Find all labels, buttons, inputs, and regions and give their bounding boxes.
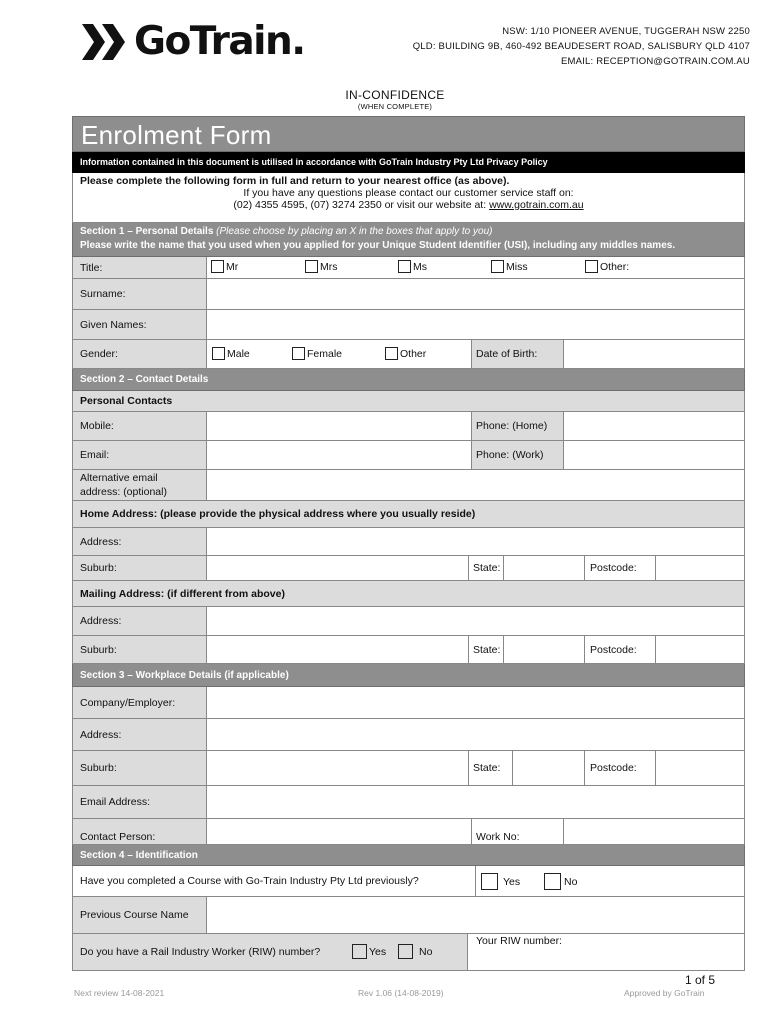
home-address-field[interactable]	[207, 528, 744, 555]
mailing-suburb-field[interactable]	[207, 636, 468, 663]
riw-question-cell	[73, 934, 468, 970]
mrs-checkbox[interactable]	[305, 260, 318, 273]
company-label: Company/Employer:	[73, 687, 207, 718]
previous-course-name-label: Previous Course Name	[73, 897, 207, 933]
home-postcode-label: Postcode:	[585, 556, 656, 580]
gotrain-logo	[82, 20, 305, 64]
gender-female-option[interactable]: Female	[292, 347, 342, 360]
gender-label: Gender:	[73, 340, 207, 368]
mr-checkbox[interactable]	[211, 260, 224, 273]
title-row	[72, 257, 745, 279]
riw-yes-option[interactable]: Yes	[352, 944, 386, 959]
next-review: Next review 14-08-2021	[74, 988, 165, 998]
when-complete: (WHEN COMPLETE)	[357, 102, 433, 111]
title-other-option[interactable]: Other:	[585, 260, 629, 273]
male-checkbox[interactable]	[212, 347, 225, 360]
section-1-note: (Please choose by placing an X in the boxes that apply to you)	[216, 226, 493, 237]
usi-note: Please write the name that you used when you applied for your Unique Student Identifier (USI), including any middles names.	[80, 240, 676, 251]
home-address-header: Home Address: (please provide the physical address where you usually reside)	[72, 501, 745, 528]
double-chevron-icon	[82, 24, 128, 60]
mailing-suburb-row	[72, 636, 745, 664]
previous-no-option[interactable]: No	[544, 873, 577, 890]
work-address-field[interactable]	[207, 719, 744, 750]
alt-email-field[interactable]	[207, 470, 744, 500]
mailing-postcode-field[interactable]	[656, 636, 744, 663]
alt-email-row	[72, 470, 745, 501]
phone-home-label: Phone: (Home)	[471, 412, 564, 440]
mailing-address-header: Mailing Address: (if different from above)	[72, 581, 745, 607]
previous-course-options	[476, 866, 744, 896]
website-link[interactable]: www.gotrain.com.au	[489, 199, 584, 211]
work-email-label: Email Address:	[73, 786, 207, 818]
phone-work-field[interactable]	[564, 441, 744, 469]
intro-line-3: (02) 4355 4595, (07) 3274 2350 or visit our website at: www.gotrain.com.au	[233, 199, 584, 211]
approved-by: Approved by GoTrain	[624, 988, 705, 998]
company-row	[72, 687, 745, 719]
revision: Rev 1.06 (14-08-2019)	[358, 988, 444, 998]
dob-label: Date of Birth:	[471, 340, 564, 368]
enrolment-form	[72, 116, 745, 971]
work-address-label: Address:	[73, 719, 207, 750]
company-field[interactable]	[207, 687, 744, 718]
alt-email-label: Alternative email address: (optional)	[73, 470, 207, 500]
miss-checkbox[interactable]	[491, 260, 504, 273]
email-field[interactable]	[207, 441, 471, 469]
mailing-postcode-label: Postcode:	[585, 636, 656, 663]
home-state-label: State:	[468, 556, 504, 580]
previous-course-name-field[interactable]	[207, 897, 744, 933]
section-2-header: Section 2 – Contact Details	[72, 369, 745, 391]
mailing-address-field[interactable]	[207, 607, 744, 635]
work-state-field[interactable]	[513, 751, 585, 785]
intro-line-1: Please complete the following form in full and return to your nearest office (as above).	[80, 175, 510, 187]
mailing-suburb-label: Suburb:	[73, 636, 207, 663]
riw-no-checkbox[interactable]	[398, 944, 413, 959]
contact-person-row	[72, 819, 745, 845]
mailing-address-label: Address:	[73, 607, 207, 635]
previous-no-checkbox[interactable]	[544, 873, 561, 890]
home-address-label: Address:	[73, 528, 207, 555]
logo-text: GoTrain.	[134, 19, 305, 64]
contact-email: EMAIL: RECEPTION@GOTRAIN.COM.AU	[561, 56, 750, 67]
home-state-field[interactable]	[504, 556, 585, 580]
previous-course-name-row	[72, 897, 745, 934]
female-checkbox[interactable]	[292, 347, 305, 360]
dob-field[interactable]	[564, 340, 744, 368]
mailing-state-label: State:	[468, 636, 504, 663]
title-mrs-option[interactable]: Mrs	[305, 260, 338, 273]
riw-number-field[interactable]	[468, 934, 744, 970]
title-mr-option[interactable]: Mr	[211, 260, 238, 273]
privacy-notice: Information contained in this document is utilised in accordance with GoTrain Industry Pty Ltd Privacy Policy	[72, 152, 745, 173]
gender-male-option[interactable]: Male	[212, 347, 250, 360]
given-names-row	[72, 310, 745, 340]
home-postcode-field[interactable]	[656, 556, 744, 580]
mailing-state-field[interactable]	[504, 636, 585, 663]
section-1-header	[72, 223, 745, 257]
email-row	[72, 441, 745, 470]
other-checkbox[interactable]	[585, 260, 598, 273]
given-names-label: Given Names:	[73, 310, 207, 339]
personal-contacts-header: Personal Contacts	[72, 391, 745, 412]
home-suburb-field[interactable]	[207, 556, 468, 580]
title-options	[207, 257, 744, 278]
form-title: Enrolment Form	[81, 120, 272, 150]
gender-row	[72, 340, 745, 369]
section-4-header: Section 4 – Identification	[72, 845, 745, 866]
mobile-label: Mobile:	[73, 412, 207, 440]
title-miss-option[interactable]: Miss	[491, 260, 528, 273]
surname-label: Surname:	[73, 279, 207, 309]
confidential-notice	[0, 88, 770, 111]
in-confidence: IN-CONFIDENCE	[345, 88, 445, 102]
mobile-field[interactable]	[207, 412, 471, 440]
work-email-row	[72, 786, 745, 819]
riw-yes-checkbox[interactable]	[352, 944, 367, 959]
work-suburb-field[interactable]	[207, 751, 468, 785]
page-number: 1 of 5	[684, 973, 715, 987]
previous-yes-checkbox[interactable]	[481, 873, 498, 890]
surname-field[interactable]	[207, 279, 744, 309]
contact-person-field[interactable]	[207, 819, 471, 844]
section-1-title: Section 1 – Personal Details	[80, 226, 214, 237]
title-ms-option[interactable]: Ms	[398, 260, 427, 273]
previous-course-question-row	[72, 866, 745, 897]
work-state-label: State:	[468, 751, 513, 785]
intro-line-2: If you have any questions please contact our customer service staff on:	[243, 187, 574, 199]
work-address-row	[72, 719, 745, 751]
work-email-field[interactable]	[207, 786, 744, 818]
home-address-row	[72, 528, 745, 556]
title-label: Title:	[73, 257, 207, 278]
given-names-field[interactable]	[207, 310, 744, 339]
mailing-address-row	[72, 607, 745, 636]
email-label: Email:	[73, 441, 207, 469]
riw-question: Do you have a Rail Industry Worker (RIW) number?	[80, 946, 321, 958]
form-title-bar	[72, 116, 745, 152]
home-suburb-row	[72, 556, 745, 581]
work-no-field[interactable]	[564, 819, 744, 844]
gender-other-option[interactable]: Other	[385, 347, 426, 360]
riw-no-option[interactable]: No	[398, 944, 432, 959]
ms-checkbox[interactable]	[398, 260, 411, 273]
office-addresses	[413, 24, 750, 69]
work-suburb-label: Suburb:	[73, 751, 207, 785]
mobile-row	[72, 412, 745, 441]
riw-row	[72, 934, 745, 971]
previous-course-question: Have you completed a Course with Go-Train Industry Pty Ltd previously?	[73, 866, 476, 896]
contact-person-label: Contact Person:	[73, 819, 207, 844]
phone-work-label: Phone: (Work)	[471, 441, 564, 469]
work-suburb-row	[72, 751, 745, 786]
gender-other-checkbox[interactable]	[385, 347, 398, 360]
intro-box	[72, 173, 745, 223]
section-3-header: Section 3 – Workplace Details (if applicable)	[72, 664, 745, 687]
riw-number-label: Your RIW number:	[476, 935, 562, 947]
home-suburb-label: Suburb:	[73, 556, 207, 580]
address-nsw: NSW: 1/10 PIONEER AVENUE, TUGGERAH NSW 2250	[502, 26, 750, 37]
previous-yes-option[interactable]: Yes	[481, 873, 520, 890]
phone-home-field[interactable]	[564, 412, 744, 440]
work-postcode-field[interactable]	[656, 751, 744, 785]
surname-row	[72, 279, 745, 310]
work-no-label: Work No:	[471, 819, 564, 844]
address-qld: QLD: BUILDING 9B, 460-492 BEAUDESERT ROAD, SALISBURY QLD 4107	[412, 41, 750, 52]
work-postcode-label: Postcode:	[585, 751, 656, 785]
gender-options	[207, 340, 471, 368]
